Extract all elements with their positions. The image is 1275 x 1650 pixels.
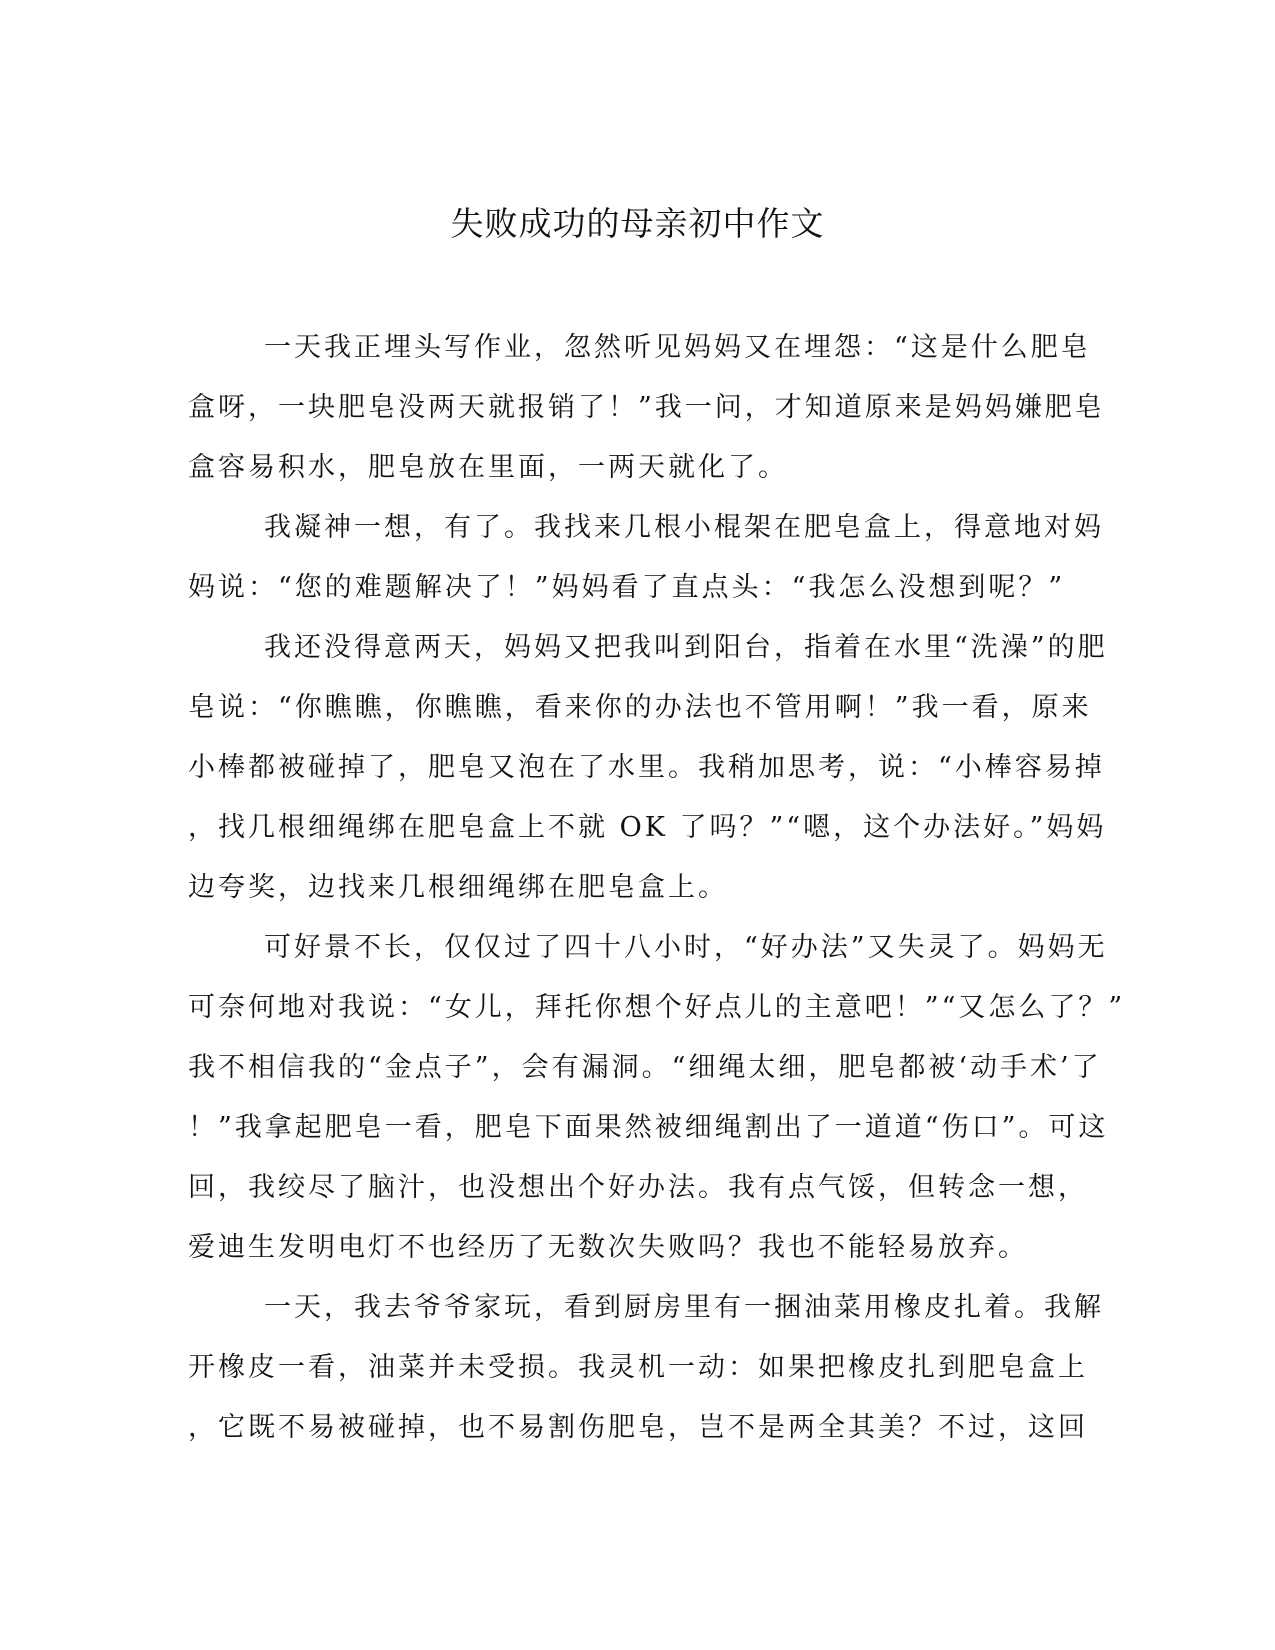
paragraph-line: 可奈何地对我说：“女儿，拜托你想个好点儿的主意吧！”“又怎么了？”	[188, 992, 1126, 1023]
document-title: 失败成功的母亲初中作文	[450, 204, 825, 243]
paragraph-line: 盒呀，一块肥皂没两天就报销了！”我一问，才知道原来是妈妈嫌肥皂	[188, 392, 1105, 423]
paragraph-line: ，找几根细绳绑在肥皂盒上不就 OK 了吗？”“嗯，这个办法好。”妈妈	[188, 812, 1107, 843]
paragraph-line: 可好景不长，仅仅过了四十八小时，“好办法”又失灵了。妈妈无	[264, 932, 1108, 963]
paragraph-line: 我还没得意两天，妈妈又把我叫到阳台，指着在水里“洗澡”的肥	[264, 632, 1108, 663]
paragraph-line: ，它既不易被碰掉，也不易割伤肥皂，岂不是两全其美？不过，这回	[188, 1412, 1088, 1443]
paragraph-line: 一天我正埋头写作业，忽然听见妈妈又在埋怨：“这是什么肥皂	[264, 332, 1091, 363]
paragraph-line: 开橡皮一看，油菜并未受损。我灵机一动：如果把橡皮扎到肥皂盒上	[188, 1352, 1088, 1383]
paragraph-line: 边夸奖，边找来几根细绳绑在肥皂盒上。	[188, 872, 728, 903]
paragraph-line: 我凝神一想，有了。我找来几根小棍架在肥皂盒上，得意地对妈	[264, 512, 1104, 543]
paragraph-line: 盒容易积水，肥皂放在里面，一两天就化了。	[188, 452, 788, 483]
paragraph-line: ！”我拿起肥皂一看，肥皂下面果然被细绳割出了一道道“伤口”。可这	[188, 1112, 1109, 1143]
paragraph-line: 爱迪生发明电灯不也经历了无数次失败吗？我也不能轻易放弃。	[188, 1232, 1028, 1263]
paragraph-line: 皂说：“你瞧瞧，你瞧瞧，看来你的办法也不管用啊！”我一看，原来	[188, 692, 1092, 723]
paragraph-line: 一天，我去爷爷家玩，看到厨房里有一捆油菜用橡皮扎着。我解	[264, 1292, 1104, 1323]
paragraph-line: 妈说：“您的难题解决了！”妈妈看了直点头：“我怎么没想到呢？”	[188, 572, 1066, 603]
paragraph-line: 我不相信我的“金点子”，会有漏洞。“细绳太细，肥皂都被‘动手术’了	[188, 1052, 1102, 1083]
document-body	[188, 318, 1126, 1458]
paragraph-line: 回，我绞尽了脑汁，也没想出个好办法。我有点气馁，但转念一想，	[188, 1172, 1088, 1203]
paragraph-line: 小棒都被碰掉了，肥皂又泡在了水里。我稍加思考，说：“小棒容易掉	[188, 752, 1105, 783]
